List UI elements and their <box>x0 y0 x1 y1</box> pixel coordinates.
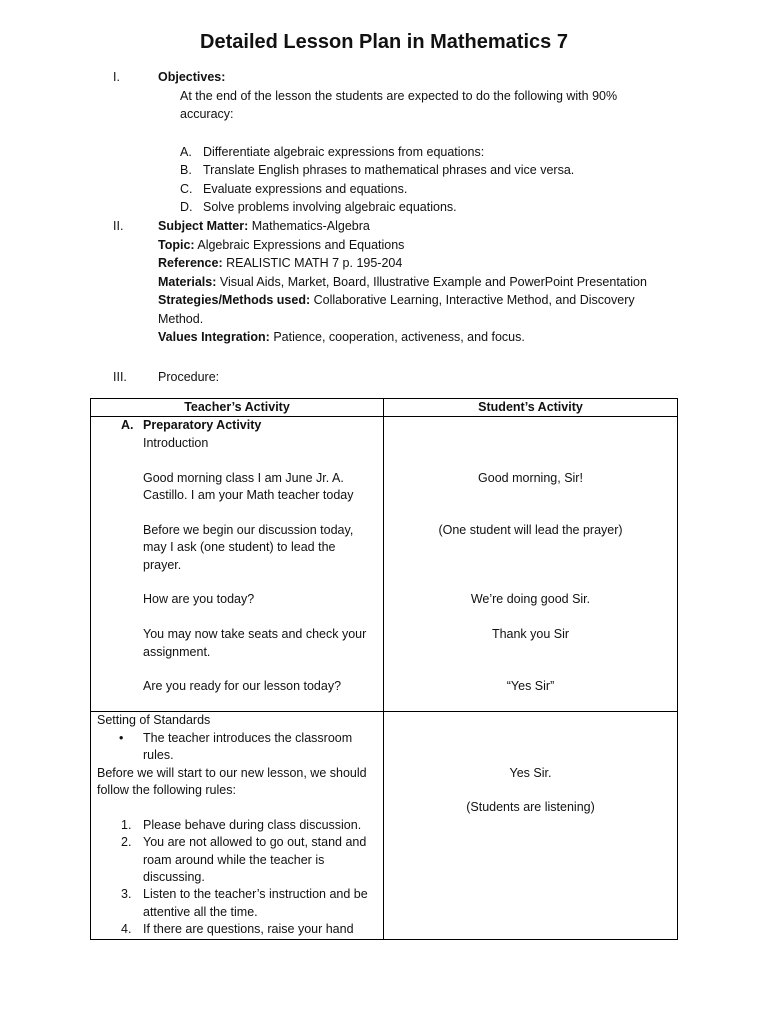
rule-number: 1. <box>121 817 132 832</box>
materials-line <box>158 273 698 292</box>
student-line: Good morning, Sir! <box>478 470 583 485</box>
student-line: We’re doing good Sir. <box>470 592 591 607</box>
student-line: “Yes Sir” <box>506 679 555 694</box>
objectives-list <box>158 143 658 217</box>
rule-number: 3. <box>121 887 132 902</box>
objectives-heading: Objectives: <box>158 70 226 84</box>
teacher-line: may I ask (one student) to lead the <box>143 540 336 555</box>
activity-title <box>97 417 377 434</box>
strategies-value: Collaborative Learning, Interactive Method, and Discovery <box>310 293 635 307</box>
student-line: Thank you Sir <box>491 627 570 642</box>
list-item <box>97 817 377 834</box>
bullet-text-cont: rules. <box>143 748 174 763</box>
procedure-heading: Procedure: <box>158 370 220 384</box>
strategies-line-cont: Method. <box>158 311 204 326</box>
reference-label: Reference: <box>158 256 223 270</box>
teacher-line: How are you today? <box>143 592 255 607</box>
item-text: Solve problems involving algebraic equations. <box>203 200 457 214</box>
teacher-line: Good morning class I am June Jr. A. <box>143 470 344 485</box>
procedure-table <box>90 398 678 940</box>
table-row <box>91 417 678 712</box>
student-cell <box>384 712 678 939</box>
rules-lead-line: follow the following rules: <box>97 783 236 798</box>
values-value: Patience, cooperation, activeness, and focus. <box>269 330 525 344</box>
rule-text: Please behave during class discussion. <box>143 817 362 832</box>
reference-value: REALISTIC MATH 7 p. 195-204 <box>222 256 403 270</box>
list-item <box>158 198 658 217</box>
topic-value: Algebraic Expressions and Equations <box>194 237 405 252</box>
list-item <box>97 886 377 921</box>
student-line: (Students are listening) <box>466 800 595 815</box>
teacher-line: Are you ready for our lesson today? <box>143 679 342 694</box>
rules-list <box>97 817 377 939</box>
item-text: Differentiate algebraic expressions from equations: <box>203 144 485 159</box>
student-line: (One student will lead the prayer) <box>438 522 623 537</box>
strategies-line <box>158 291 698 310</box>
teacher-cell <box>91 712 384 939</box>
column-header-teacher: Teacher’s Activity <box>91 399 384 417</box>
materials-label: Materials: <box>158 274 217 289</box>
list-item <box>97 921 377 938</box>
list-item <box>97 834 377 886</box>
objectives-intro-line: accuracy: <box>180 107 234 121</box>
values-line <box>158 328 698 347</box>
teacher-line: prayer. <box>143 557 182 572</box>
list-item <box>158 180 658 199</box>
rule-text: roam around while the teacher is <box>143 852 325 867</box>
table-row <box>91 712 678 939</box>
reference-line <box>158 254 698 273</box>
subject-line <box>158 217 698 236</box>
item-letter: C. <box>180 181 193 196</box>
section-numeral: III. <box>113 370 127 384</box>
rule-text: If there are questions, raise your hand <box>143 922 354 937</box>
topic-label: Topic: <box>158 237 195 252</box>
item-text: Evaluate expressions and equations. <box>203 181 408 196</box>
rule-text: discussing. <box>143 870 205 885</box>
list-item <box>158 143 658 162</box>
item-text: Translate English phrases to mathematical phrases and vice versa. <box>203 163 575 177</box>
item-letter: B. <box>180 163 192 177</box>
topic-line <box>158 236 698 255</box>
teacher-line: assignment. <box>143 644 211 659</box>
bullet-dot: • <box>119 730 124 745</box>
section-numeral: I. <box>113 70 120 84</box>
item-letter: D. <box>180 200 193 214</box>
rule-number: 4. <box>121 922 132 937</box>
list-item <box>158 161 658 180</box>
objectives-intro-line: At the end of the lesson the students are expected to do the following with 90% <box>180 88 618 103</box>
table-header-row <box>91 399 678 417</box>
bullet-item <box>97 730 377 747</box>
teacher-line: Castillo. I am your Math teacher today <box>143 488 354 503</box>
page-title: Detailed Lesson Plan in Mathematics 7 <box>200 31 568 53</box>
rule-text: attentive all the time. <box>143 904 258 919</box>
subject-label: Subject Matter: <box>158 219 249 233</box>
section-numeral: II. <box>113 219 124 233</box>
activity-subtitle: Introduction <box>143 435 209 450</box>
column-header-student: Student’s Activity <box>384 399 678 417</box>
item-letter: A. <box>180 144 192 159</box>
teacher-cell <box>91 417 384 712</box>
activity-title-text: Preparatory Activity <box>143 418 262 433</box>
strategies-label: Strategies/Methods used: <box>158 293 311 307</box>
bullet-text: The teacher introduces the classroom <box>143 730 353 745</box>
teacher-line: You may now take seats and check your <box>143 627 367 642</box>
rules-lead-line: Before we will start to our new lesson, we should <box>97 765 367 780</box>
student-line: Yes Sir. <box>509 765 552 780</box>
materials-value: Visual Aids, Market, Board, Illustrative Example and PowerPoint Presentation <box>216 274 647 289</box>
rule-text: Listen to the teacher’s instruction and be <box>143 887 368 902</box>
student-cell <box>384 417 678 712</box>
activity-letter: A. <box>121 418 134 433</box>
rule-number: 2. <box>121 835 132 850</box>
subject-value: Mathematics-Algebra <box>248 219 370 233</box>
teacher-line: Before we begin our discussion today, <box>143 522 354 537</box>
rule-text: You are not allowed to go out, stand and <box>143 835 367 850</box>
values-label: Values Integration: <box>158 330 270 344</box>
standards-heading: Setting of Standards <box>97 713 211 728</box>
